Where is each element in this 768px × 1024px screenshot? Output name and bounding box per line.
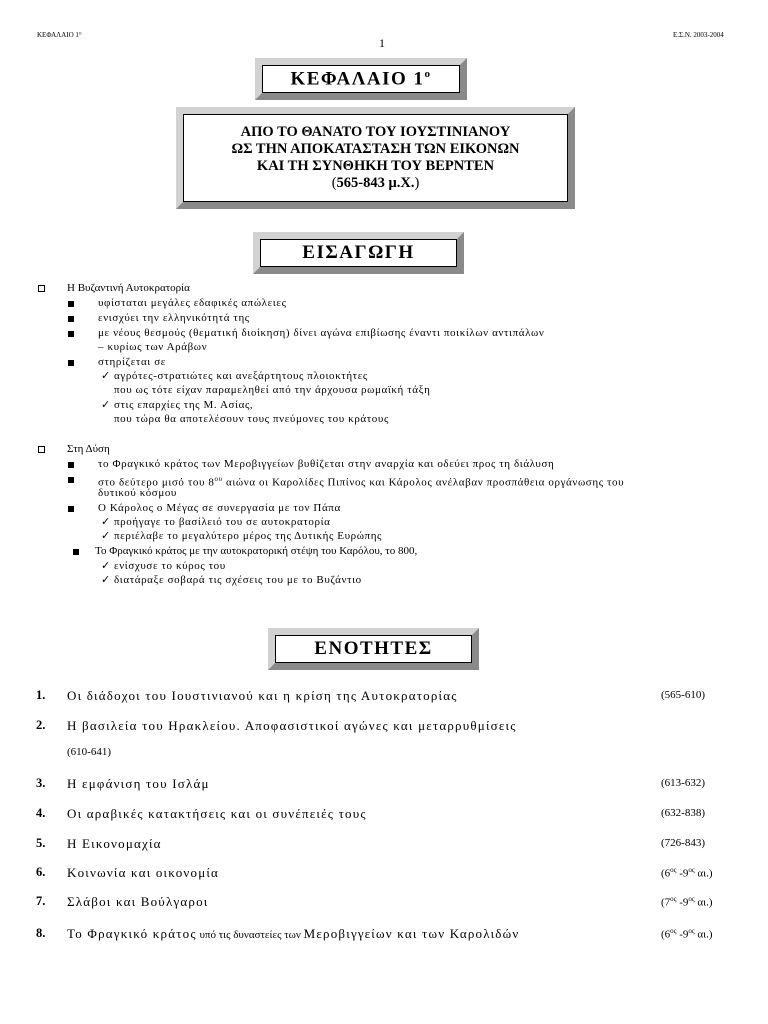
- toc-item-text: Το Φραγκικό κράτος υπό τις δυναστείες των Μεροβιγγείων και των Καρολιδών: [67, 926, 520, 941]
- west-bullet-2: στο δεύτερο μισό του $8^{o\upsilon}$ αιώνα οι Καρολίδες Πιπίνος και Κάρολος ανέλαβαν προσπάθεια οργάνωσης του: [98, 475, 625, 489]
- square-bullet-icon: [68, 506, 74, 512]
- square-bullet-icon: [68, 331, 74, 337]
- east-bullet-4: στηρίζεται σε: [98, 356, 166, 368]
- west-check-2: περιέλαβε το μεγαλύτερο μέρος της Δυτικής Ευρώπης: [114, 530, 383, 542]
- east-bullet-3-cont: – κυρίως των Αράβων: [98, 341, 208, 353]
- toc-number: 3.: [36, 776, 46, 790]
- toc-item-text: Η Εικονομαχία: [67, 836, 162, 851]
- toc-item-date: (632-838): [661, 807, 705, 819]
- main-title: ΑΠΟ ΤΟ ΘΑΝΑΤΟ ΤΟΥ ΙΟΥΣΤΙΝΙΑΝΟΥ ΩΣ ΤΗΝ ΑΠΟΚΑΤΑΣΤΑΣΗ ΤΩΝ ΕΙΚΟΝΩΝ ΚΑΙ ΤΗ ΣΥΝΘΗΚΗ ΤΟΥ ΒΕΡΝΤΕΝ (565-843 μ.Χ.): [231, 124, 520, 191]
- checkmark-icon: ✓: [101, 399, 111, 411]
- toc-number: 2.: [36, 718, 46, 732]
- chapter-title-box: [255, 58, 467, 100]
- east-heading: Η Βυζαντινή Αυτοκρατορία: [67, 282, 190, 294]
- east-bullet-2: ενισχύει την ελληνικότητά της: [98, 312, 250, 324]
- west-bullet-2-cont: δυτικού κόσμου: [98, 487, 177, 499]
- introduction-title: ΕΙΣΑΓΩΓΗ: [302, 242, 415, 263]
- toc-item-date: (726-843): [661, 837, 705, 849]
- units-box: [268, 628, 479, 670]
- east-check-2-cont: που τώρα θα αποτελέσουν τους πνεύμονες του κράτους: [114, 413, 389, 425]
- toc-item-text: Σλάβοι και Βούλγαροι: [67, 894, 209, 909]
- square-bullet-icon: [68, 301, 74, 307]
- checkbox-bullet-icon: [38, 285, 45, 292]
- toc-item-date: (610-641): [67, 746, 111, 758]
- toc-number: 5.: [36, 836, 46, 850]
- chapter-title: ΚΕΦΑΛΑΙΟ $1^o$: [290, 67, 432, 90]
- toc-number: 6.: [36, 865, 46, 879]
- west-check-3: ενίσχυσε το κύρος του: [114, 560, 226, 572]
- square-bullet-icon: [68, 477, 74, 483]
- checkbox-bullet-icon: [38, 446, 45, 453]
- checkmark-icon: ✓: [101, 370, 111, 382]
- toc-number: 4.: [36, 806, 46, 820]
- checkmark-icon: ✓: [101, 516, 111, 528]
- toc-item-date: ($6^{o\varsigma}$ $-9^{o\varsigma}$ αι.): [661, 866, 713, 880]
- checkmark-icon: ✓: [101, 574, 111, 586]
- toc-item-text: Κοινωνία και οικονομία: [67, 865, 220, 880]
- page-number: 1: [379, 36, 385, 50]
- toc-item-date: ($7^{o\varsigma}$ $-9^{o\varsigma}$ αι.): [661, 895, 713, 909]
- toc-item-text: Η βασιλεία του Ηρακλείου. Αποφασιστικοί αγώνες και μεταρρυθμίσεις: [67, 718, 517, 733]
- toc-item-date: (613-632): [661, 777, 705, 789]
- main-title-box: [176, 107, 575, 209]
- units-title: ΕΝΟΤΗΤΕΣ: [314, 638, 433, 659]
- east-bullet-3: με νέους θεσμούς (θεματική διοίκηση) δίνει αγώνα επιβίωσης έναντι ποικίλων αντιπάλων: [98, 327, 545, 339]
- toc-number: 1.: [36, 688, 46, 702]
- west-bullet-1: το Φραγκικό κράτος των Μεροβιγγείων βυθίζεται στην αναρχία και οδεύει προς τη διάλυση: [98, 458, 555, 470]
- west-heading: Στη Δύση: [67, 443, 110, 455]
- east-check-2: στις επαρχίες της Μ. Ασίας,: [114, 399, 254, 411]
- running-header-right: Ε.Σ.Ν. 2003-2004: [673, 31, 724, 39]
- toc-item-text: Οι διάδοχοι του Ιουστινιανού και η κρίση της Αυτοκρατορίας: [67, 688, 458, 703]
- toc-number: 7.: [36, 894, 46, 908]
- toc-item-text: Η εμφάνιση του Ισλάμ: [67, 776, 210, 791]
- checkmark-icon: ✓: [101, 560, 111, 572]
- east-check-1-cont: που ως τότε είχαν παραμεληθεί από την άρχουσα ρωμαϊκή τάξη: [114, 384, 431, 396]
- main-title-dates: (565-843 μ.Χ.): [331, 175, 420, 191]
- toc-item-date: (565-610): [661, 689, 705, 701]
- east-bullet-1: υφίσταται μεγάλες εδαφικές απώλειες: [98, 297, 287, 309]
- west-bullet-4: Το Φραγκικό κράτος με την αυτοκρατορική στέψη του Καρόλου, το 800,: [95, 545, 418, 557]
- east-check-1: αγρότες-στρατιώτες και ανεξάρτητους πλοιοκτήτες: [114, 370, 368, 382]
- toc-number: 8.: [36, 926, 46, 940]
- square-bullet-icon: [68, 360, 74, 366]
- square-bullet-icon: [68, 462, 74, 468]
- west-check-1: προήγαγε το βασίλειό του σε αυτοκρατορία: [114, 516, 331, 528]
- checkmark-icon: ✓: [101, 530, 111, 542]
- introduction-box: [253, 232, 464, 274]
- square-bullet-icon: [68, 316, 74, 322]
- running-header-left: ΚΕΦΑΛΑΙΟ 1°: [37, 31, 82, 39]
- west-check-4: διατάραξε σοβαρά τις σχέσεις του με το Βυζάντιο: [114, 574, 362, 586]
- toc-item-date: ($6^{o\varsigma}$ $-9^{o\varsigma}$ αι.): [661, 927, 713, 941]
- west-bullet-3: Ο Κάρολος ο Μέγας σε συνεργασία με τον Πάπα: [98, 502, 341, 514]
- square-bullet-icon: [73, 549, 79, 555]
- toc-item-text: Οι αραβικές κατακτήσεις και οι συνέπειές τους: [67, 806, 367, 821]
